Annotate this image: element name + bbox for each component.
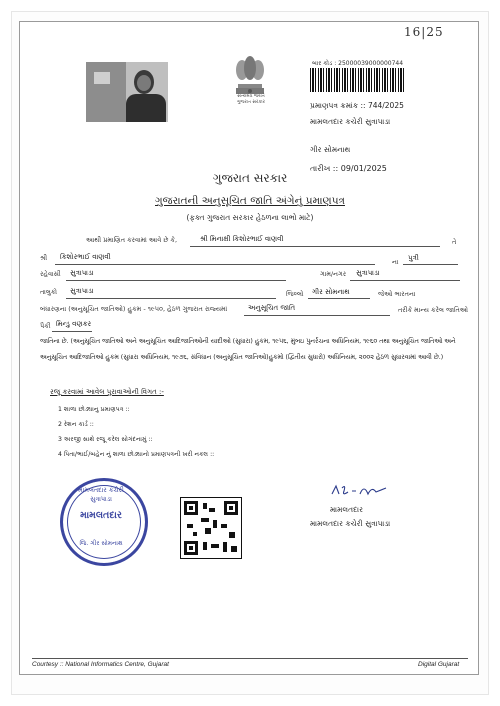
village-label: ગામ/નગર [320, 270, 347, 278]
legal-paragraph: જાતિના છે. (અનુસૂચિત જાતિઓ અને અનુસૂચિત આદિજાતિઓની યાદીઓ (સુધારા) હુકમ, ૧૯૫૬, મુંબઇ પુનર્રચના અધિનિયમ, ૧૯૬૦ તથા અનુસૂચિત જાતિઓ અને અનુસૂચિત આદિજાતિઓ હુકમ (સુધારા અધિનિયમ, ૧૯૭૬, સંવિધાન (અનુસૂચિત જાતિઓ)હુકમો (દ્વિતીય સુધારો) અધિનિયમ, ૨૦૦૨ હેઠળ સુધારવામાં આવી છે.) [40, 338, 456, 361]
footer-brand: Digital Gujarat [418, 661, 460, 668]
intro-label: આથી પ્રમાણિત કરવામાં આવે છે કે, [86, 236, 178, 244]
applicant-name-line [190, 246, 440, 247]
caste-category: અનુસૂચિત જાતિ [248, 304, 296, 312]
heading-certificate-title: ગુજરાતની અનુસૂચિત જાતિ અંગેનું પ્રમાણપત્ર [155, 195, 345, 207]
applicant-photo [86, 62, 168, 122]
footer-courtesy: Courtesy :: National Informatics Centre, Gujarat [32, 661, 169, 668]
village-line [350, 280, 460, 281]
caste-category-line [244, 315, 390, 316]
resident-value: સુત્રાપાડા [70, 269, 94, 277]
father-prefix: શ્રી [40, 254, 48, 262]
order-text: બંધારણના (અનુસૂચિત જાતિઓ) હુકમ - ૧૯૫૦, હેઠળ ગુજરાત રાજ્યમાં [40, 305, 228, 313]
district-label: જિલ્લો [286, 290, 304, 298]
documents-title: રજૂ કરવામાં આવેલ પુરાવાઓની વિગત :- [50, 388, 164, 396]
category-suffix: તરીકે માન્ય કરેલ જાતિઓ [398, 306, 469, 314]
taluka-value: સુત્રાપાડા [70, 287, 94, 295]
relation-line [403, 264, 458, 265]
qr-code [180, 497, 242, 559]
te-label: તે [452, 238, 457, 246]
na-label: ના [392, 258, 399, 266]
heading-subtitle: (ફક્ત ગુજરાત સરકાર હેઠળના લાભો માટે) [186, 213, 314, 222]
footer-divider [32, 658, 468, 659]
father-name-line [55, 264, 375, 265]
taluka-line [66, 298, 276, 299]
sub-caste-line [52, 331, 92, 332]
issuing-district: ગીર સોમનાથ [310, 145, 351, 154]
issue-date: તારીખ :: 09/01/2025 [310, 164, 387, 173]
issuing-office: મામલતદાર કચેરી સુત્રાપાડા [310, 117, 391, 126]
father-name: કિશોરભાઈ વાણવી [60, 253, 111, 261]
sub-caste-prefix: પૈકી [40, 322, 51, 330]
signatory-title: મામલતદાર [330, 505, 363, 514]
emblem-caption: સત્યમેવ જયતે ગુજરાત સરકાર [237, 94, 265, 105]
sub-caste-value: મિન્ડુ વણકર [56, 320, 92, 328]
seal-bottom-text: જિ. ગીર સોમનાથ [79, 540, 123, 547]
certificate-number: પ્રમાણપત્ર ક્રમાંક :: 744/2025 [310, 101, 404, 110]
handwritten-number: 16|25 [404, 25, 444, 39]
relation-value: પુત્રી [408, 254, 419, 262]
applicant-name: શ્રી મિનાક્ષી કિશોરભાઈ વાણવી [200, 235, 284, 243]
document-item: 2 રેશન કાર્ડ :: [58, 421, 94, 428]
document-item: 1 શાળા છોડ્યાનુ પ્રમાણપત્ર :: [58, 406, 130, 413]
village-value: સુત્રાપાડા [356, 269, 380, 277]
barcode [310, 68, 406, 92]
state-suffix: જેઓ ભારતના [378, 290, 416, 298]
barcode-label: બાર કોડ : 25000039000000744 [312, 60, 404, 67]
document-item: 3 અરજી સાથે રજૂ કરેલ સોગંદનામું :: [58, 436, 153, 443]
resident-line [66, 280, 286, 281]
seal-top-text: મામલતદાર કચેરી સુત્રાપાડા [78, 486, 124, 503]
district-line [308, 298, 370, 299]
taluka-label: તાલુકો [40, 288, 58, 296]
district-value: ગીર સોમનાથ [312, 288, 350, 296]
officer-signature [330, 482, 390, 500]
seal-center-text: મામલતદાર [80, 510, 122, 521]
resident-label: રહેવાસી [40, 270, 61, 278]
heading-government: ગુજરાત સરકાર [212, 171, 288, 185]
signatory-office: મામલતદાર કચેરી સુત્રાપાડા [310, 519, 391, 528]
document-item: 4 પિતા/ભાઈ/બહેન નું શાળા છોડ્યાનો પ્રમાણપત્રની ખરી નકલ :: [58, 451, 215, 458]
